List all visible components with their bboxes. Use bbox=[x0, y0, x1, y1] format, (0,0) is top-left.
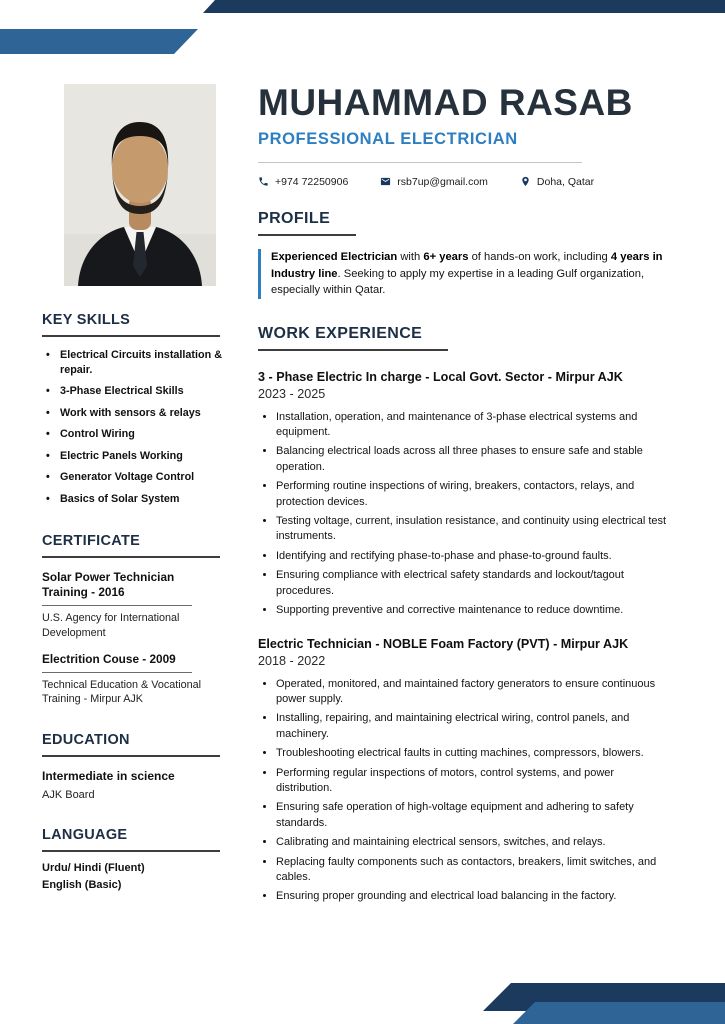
skill-item: • Generator Voltage Control bbox=[46, 470, 222, 485]
candidate-title: PROFESSIONAL ELECTRICIAN bbox=[258, 129, 518, 148]
job-bullet: • Installing, repairing, and maintaining electrical wiring, control panels, and machinery. bbox=[276, 711, 667, 742]
profile-bold-segment: 6+ years bbox=[423, 250, 469, 263]
job-dates: 2023 - 2025 bbox=[258, 386, 326, 401]
job-bullet: • Troubleshooting electrical faults in cutting machines, compressors, blowers. bbox=[276, 746, 667, 761]
job-bullet: • Balancing electrical loads across all three phases to ensure safe and stable operation. bbox=[276, 444, 667, 475]
language-heading: LANGUAGE bbox=[42, 827, 220, 852]
location-text: Doha, Qatar bbox=[536, 175, 595, 188]
education-degree: Intermediate in science bbox=[42, 769, 175, 784]
language-section bbox=[42, 827, 222, 891]
job-title: 3 - Phase Electric In charge - Local Govt. Sector - Mirpur AJK bbox=[258, 370, 623, 385]
profile-bold-segment: Experienced Electrician bbox=[271, 250, 398, 263]
language-item: Urdu/ Hindi (Fluent) bbox=[42, 862, 145, 875]
email-address: rsb7up@gmail.com bbox=[397, 175, 488, 188]
location-contact bbox=[520, 176, 594, 188]
education-heading: EDUCATION bbox=[42, 732, 220, 757]
certificate-section bbox=[42, 533, 222, 707]
skill-item: • Electrical Circuits installation & repair. bbox=[46, 348, 222, 377]
education-board: AJK Board bbox=[42, 789, 95, 802]
language-list bbox=[42, 862, 222, 891]
job-bullet: • Calibrating and maintaining electrical sensors, switches, and relays. bbox=[276, 835, 667, 850]
job-bullet: • Testing voltage, current, insulation resistance, and continuity using electrical test instruments. bbox=[276, 514, 667, 545]
work-experience-heading: WORK EXPERIENCE bbox=[258, 325, 448, 351]
work-experience-section bbox=[258, 325, 667, 904]
profile-heading: PROFILE bbox=[258, 210, 356, 236]
phone-number: +974 72250906 bbox=[275, 175, 349, 188]
certificate-title: Electrition Couse - 2009 bbox=[42, 651, 176, 666]
email-contact bbox=[380, 176, 488, 188]
certificate-org: Technical Education & Vocational Training - Mirpur AJK bbox=[42, 678, 202, 706]
profile-segment: . Seeking to apply my expertise in a leading Gulf organization, especially within Qatar. bbox=[271, 267, 645, 297]
job-bullet: • Performing regular inspections of motors, control systems, and power distribution. bbox=[276, 766, 667, 797]
job-dates: 2018 - 2022 bbox=[258, 653, 326, 668]
key-skills-heading: KEY SKILLS bbox=[42, 312, 220, 337]
skill-item: • Basics of Solar System bbox=[46, 492, 222, 507]
envelope-icon bbox=[380, 176, 391, 187]
profile-section bbox=[258, 210, 667, 299]
phone-contact bbox=[258, 176, 348, 188]
job-entry bbox=[258, 636, 667, 904]
sidebar bbox=[0, 0, 228, 1024]
profile-photo bbox=[64, 84, 216, 286]
profile-segment: with bbox=[397, 250, 424, 263]
main-content bbox=[228, 0, 725, 1024]
job-entry bbox=[258, 369, 667, 618]
skill-item: • Electric Panels Working bbox=[46, 449, 222, 464]
profile-bold-segment: 4 years in Industry line bbox=[271, 250, 663, 280]
key-skills-section bbox=[42, 312, 222, 507]
education-section bbox=[42, 732, 222, 801]
job-bullet: • Supporting preventive and corrective maintenance to reduce downtime. bbox=[276, 603, 667, 618]
certificate-title: Solar Power Technician Training - 2016 bbox=[42, 569, 175, 600]
skill-item: • Control Wiring bbox=[46, 427, 222, 442]
skill-item: • 3-Phase Electrical Skills bbox=[46, 384, 222, 399]
job-bullet: • Ensuring proper grounding and electrical load balancing in the factory. bbox=[276, 889, 667, 904]
skill-item: • Work with sensors & relays bbox=[46, 406, 222, 421]
job-title: Electric Technician - NOBLE Foam Factory (PVT) - Mirpur AJK bbox=[258, 637, 629, 652]
job-bullet: • Identifying and rectifying phase-to-phase and phase-to-ground faults. bbox=[276, 549, 667, 564]
job-bullet: • Installation, operation, and maintenance of 3-phase electrical systems and equipment. bbox=[276, 410, 667, 441]
job-bullet: • Replacing faulty components such as contactors, breakers, limit switches, and cables. bbox=[276, 855, 667, 886]
phone-icon bbox=[258, 176, 269, 187]
job-bullet: • Performing routine inspections of wiring, breakers, contactors, relays, and protection devices. bbox=[276, 479, 667, 510]
job-bullet-list bbox=[258, 677, 667, 905]
job-bullet-list bbox=[258, 410, 667, 619]
header-divider bbox=[258, 162, 582, 163]
profile-segment: of hands-on work, including bbox=[468, 250, 611, 263]
certificate-heading: CERTIFICATE bbox=[42, 533, 220, 558]
language-item: English (Basic) bbox=[42, 879, 122, 892]
certificate-item bbox=[42, 570, 222, 640]
certificate-org: U.S. Agency for International Development bbox=[42, 612, 180, 639]
certificate-divider bbox=[42, 672, 192, 673]
contact-row bbox=[258, 176, 667, 188]
profile-summary bbox=[258, 249, 667, 299]
job-bullet: • Ensuring compliance with electrical safety standards and lockout/tagout procedures. bbox=[276, 568, 667, 599]
certificate-divider bbox=[42, 605, 192, 606]
location-pin-icon bbox=[520, 176, 531, 187]
job-bullet: • Operated, monitored, and maintained factory generators to ensure continuous power supply. bbox=[276, 677, 667, 708]
job-bullet: • Ensuring safe operation of high-voltage equipment and adhering to safety standards. bbox=[276, 800, 667, 831]
certificate-item bbox=[42, 652, 222, 706]
key-skills-list bbox=[42, 348, 222, 507]
candidate-name: MUHAMMAD RASAB bbox=[258, 82, 633, 123]
